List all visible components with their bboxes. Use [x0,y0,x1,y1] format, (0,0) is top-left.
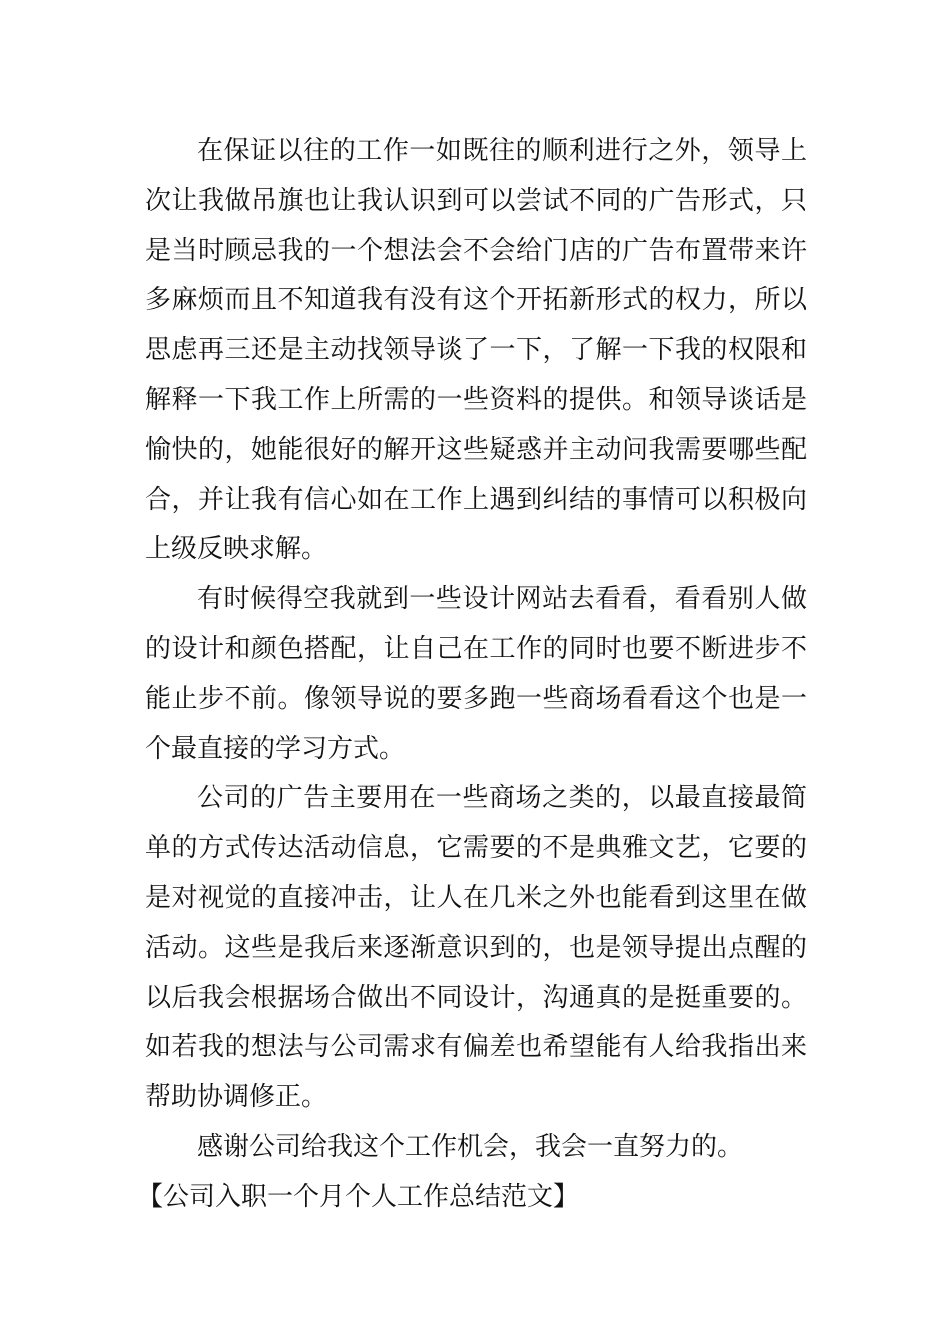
paragraph-2: 有时候得空我就到一些设计网站去看看，看看别人做的设计和颜色搭配，让自己在工作的同时也要不断进步不能止步不前。像领导说的要多跑一些商场看看这个也是一个最直接的学习方式。 [145,584,807,764]
paragraph-4: 感谢公司给我这个工作机会，我会一直努力的。 [197,1131,744,1162]
document-body [137,127,807,1223]
paragraph-3: 公司的广告主要用在一些商场之类的，以最直接最简单的方式传达活动信息，它需要的不是典雅文艺，它要的是对视觉的直接冲击，让人在几米之外也能看到这里在做活动。这些是我后来逐渐意识到的，也是领导提出点醒的以后我会根据场合做出不同设计，沟通真的是挺重要的。如若我的想法与公司需求有偏差也希望能有人给我指出来帮助协调修正。 [145,783,807,1113]
paragraph-1: 在保证以往的工作一如既往的顺利进行之外，领导上次让我做吊旗也让我认识到可以尝试不同的广告形式，只是当时顾忌我的一个想法会不会给门店的广告布置带来许多麻烦而且不知道我有没有这个开拓新形式的权力，所以思虑再三还是主动找领导谈了一下，了解一下我的权限和解释一下我工作上所需的一些资料的提供。和领导谈话是愉快的，她能很好的解开这些疑惑并主动问我需要哪些配合，并让我有信心如在工作上遇到纠结的事情可以积极向上级反映求解。 [145,136,807,565]
section-heading: 【公司入职一个月个人工作总结范文】 [137,1181,580,1212]
